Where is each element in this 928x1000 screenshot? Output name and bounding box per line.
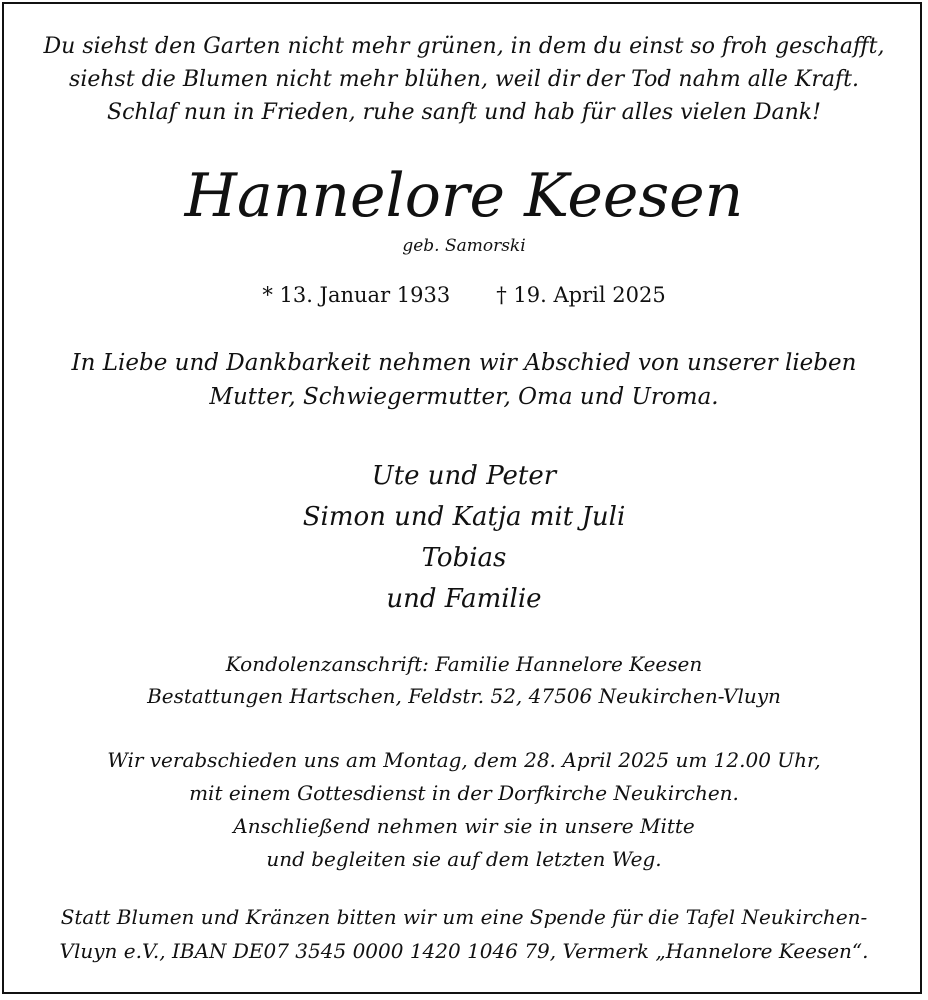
service-line: mit einem Gottesdienst in der Dorfkirche Neukirchen. <box>189 781 739 805</box>
service-line: und begleiten sie auf dem letzten Weg. <box>266 847 662 871</box>
service-line: Wir verabschieden uns am Montag, dem 28. April 2025 um 12.00 Uhr, <box>107 748 821 772</box>
death-date: † 19. April 2025 <box>496 283 666 307</box>
mourner-entry: und Familie <box>386 584 542 614</box>
mourner-entry: Ute und Peter <box>371 461 557 491</box>
farewell-line: Mutter, Schwiegermutter, Oma und Uroma. <box>209 384 719 410</box>
birth-date: * 13. Januar 1933 <box>262 283 451 307</box>
mourner-entry: Simon und Katja mit Juli <box>302 502 626 532</box>
mourners-list <box>0 456 928 620</box>
farewell-text <box>0 346 928 414</box>
poem-line: Schlaf nun in Frieden, ruhe sanft und hab für alles vielen Dank! <box>107 100 821 125</box>
donation-line: Statt Blumen und Kränzen bitten wir um eine Spende für die Tafel Neukirchen- <box>60 905 868 929</box>
poem <box>0 30 928 129</box>
maiden-name: geb. Samorski <box>402 236 526 256</box>
deceased-name: Hannelore Keesen <box>184 161 744 231</box>
address-line: Kondolenzanschrift: Familie Hannelore Keesen <box>225 652 703 676</box>
poem-line: Du siehst den Garten nicht mehr grünen, in dem du einst so froh geschafft, <box>43 34 885 59</box>
service-line: Anschließend nehmen wir sie in unsere Mitte <box>233 814 695 838</box>
condolence-address <box>0 648 928 712</box>
poem-line: siehst die Blumen nicht mehr blühen, weil dir der Tod nahm alle Kraft. <box>69 67 859 92</box>
service-info <box>0 744 928 876</box>
life-dates <box>0 279 928 311</box>
donation-request <box>0 900 928 968</box>
mourner-entry: Tobias <box>421 543 507 573</box>
donation-line: Vluyn e.V., IBAN DE07 3545 0000 1420 1046 79, Vermerk „Hannelore Keesen“. <box>59 939 869 963</box>
address-line: Bestattungen Hartschen, Feldstr. 52, 47506 Neukirchen-Vluyn <box>147 684 781 708</box>
farewell-line: In Liebe und Dankbarkeit nehmen wir Abschied von unserer lieben <box>71 350 857 376</box>
